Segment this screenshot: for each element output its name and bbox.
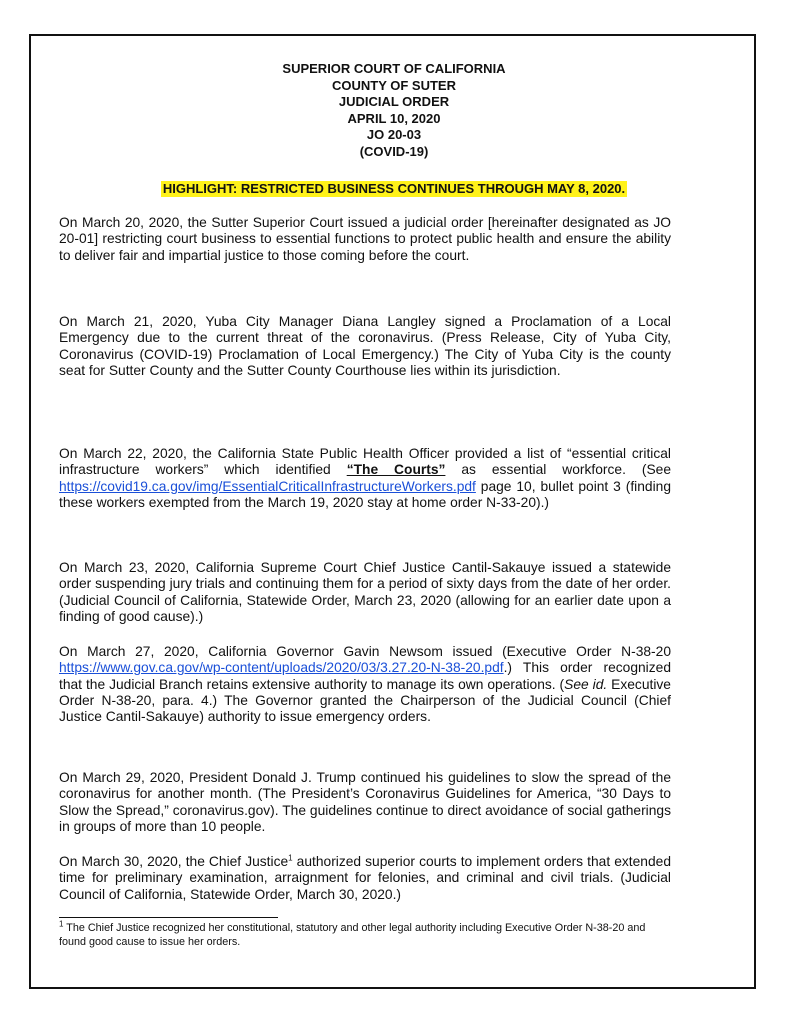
paragraph-march-29: On March 29, 2020, President Donald J. Trump continued his guidelines to slow the spread of the coronavirus for another month. (The President’s Coronavirus Guidelines for America, “30 Days to Slow the Spread,” coronavirus.gov). The guidelines continue to direct avoidance of social gatherings in groups of more than 10 people.: [59, 770, 671, 834]
footnote-divider: [59, 917, 278, 918]
p3-text-before: On March 22, 2020, the California State Public Health Officer provided a list of “essential critical infrastructure workers” which identified: [59, 446, 671, 478]
footnote-text: The Chief Justice recognized her constitutional, statutory and other legal authority including Executive Order N-38-20 and found good cause to issue her orders.: [59, 922, 646, 948]
executive-order-link[interactable]: https://www.gov.ca.gov/wp-content/uploads/2020/03/3.27.20-N-38-20.pdf: [59, 660, 504, 676]
order-date: APRIL 10, 2020: [347, 110, 441, 126]
footnote: [59, 919, 674, 949]
p5-text-middle: .) This order recognized that the Judicial Branch retains extensive authority to manage its own operations. (: [59, 660, 671, 692]
paragraph-march-22: [59, 446, 671, 511]
footnote-reference: 1: [288, 853, 293, 863]
order-subject: (COVID-19): [359, 143, 429, 159]
page-border: [29, 34, 756, 989]
paragraph-march-23: On March 23, 2020, California Supreme Court Chief Justice Cantil-Sakauye issued a statewide order suspending jury trials and continuing them for a period of sixty days from the date of her order. (Judicial Council of California, Statewide Order, March 23, 2020 (allowing for an earlier date upon a finding of good cause).): [59, 560, 671, 624]
paragraph-march-30: [59, 854, 671, 903]
paragraph-march-20: On March 20, 2020, the Sutter Superior Court issued a judicial order [hereinafter designated as JO 20-01] restricting court business to essential functions to protect public health and ensure the ability to deliver fair and impartial justice to those coming before the court.: [59, 215, 671, 263]
essential-workers-link[interactable]: https://covid19.ca.gov/img/EssentialCriticalInfrastructureWorkers.pdf: [59, 478, 476, 494]
p7-text-after: authorized superior courts to implement orders that extended time for preliminary examination, arraignment for felonies, and criminal and civil trials. (Judicial Council of California, Statewide Order, March 30, 2020.): [59, 854, 671, 902]
p3-text-middle: as essential workforce. (See: [445, 462, 671, 478]
paragraph-march-21: On March 21, 2020, Yuba City Manager Diana Langley signed a Proclamation of a Local Emergency due to the current threat of the coronavirus. (Press Release, City of Yuba City, Coronavirus (COVID-19) Proclamation of Local Emergency.) The City of Yuba City is the county seat for Sutter County and the Sutter County Courthouse lies within its jurisdiction.: [59, 314, 671, 378]
order-number: JO 20-03: [366, 127, 422, 142]
county-name: COUNTY OF SUTER: [332, 77, 456, 93]
footnote-mark: 1: [59, 919, 64, 929]
p5-text-before: On March 27, 2020, California Governor Gavin Newsom issued (Executive Order N-38-20: [59, 644, 671, 659]
order-type: JUDICIAL ORDER: [338, 94, 450, 109]
paragraph-march-27: [59, 644, 671, 725]
highlight-text: HIGHLIGHT: RESTRICTED BUSINESS CONTINUES THROUGH MAY 8, 2020.: [162, 181, 626, 196]
document-heading: [0, 61, 788, 160]
p7-text-before: On March 30, 2020, the Chief Justice: [59, 854, 289, 869]
p3-text-after: page 10, bullet point 3 (finding these workers exempted from the March 19, 2020 stay at home order N-33-20).): [59, 478, 671, 510]
p5-text-after: Executive Order N-38-20, para. 4.) The Governor granted the Chairperson of the Judicial Council (Chief Justice Cantil-Sakauye) authority to issue emergency orders.: [59, 676, 671, 725]
the-courts-emphasis: “The Courts”: [346, 462, 446, 478]
see-id-citation: See id.: [564, 676, 608, 692]
highlight-banner: [0, 180, 788, 198]
court-name: SUPERIOR COURT OF CALIFORNIA: [282, 61, 506, 76]
